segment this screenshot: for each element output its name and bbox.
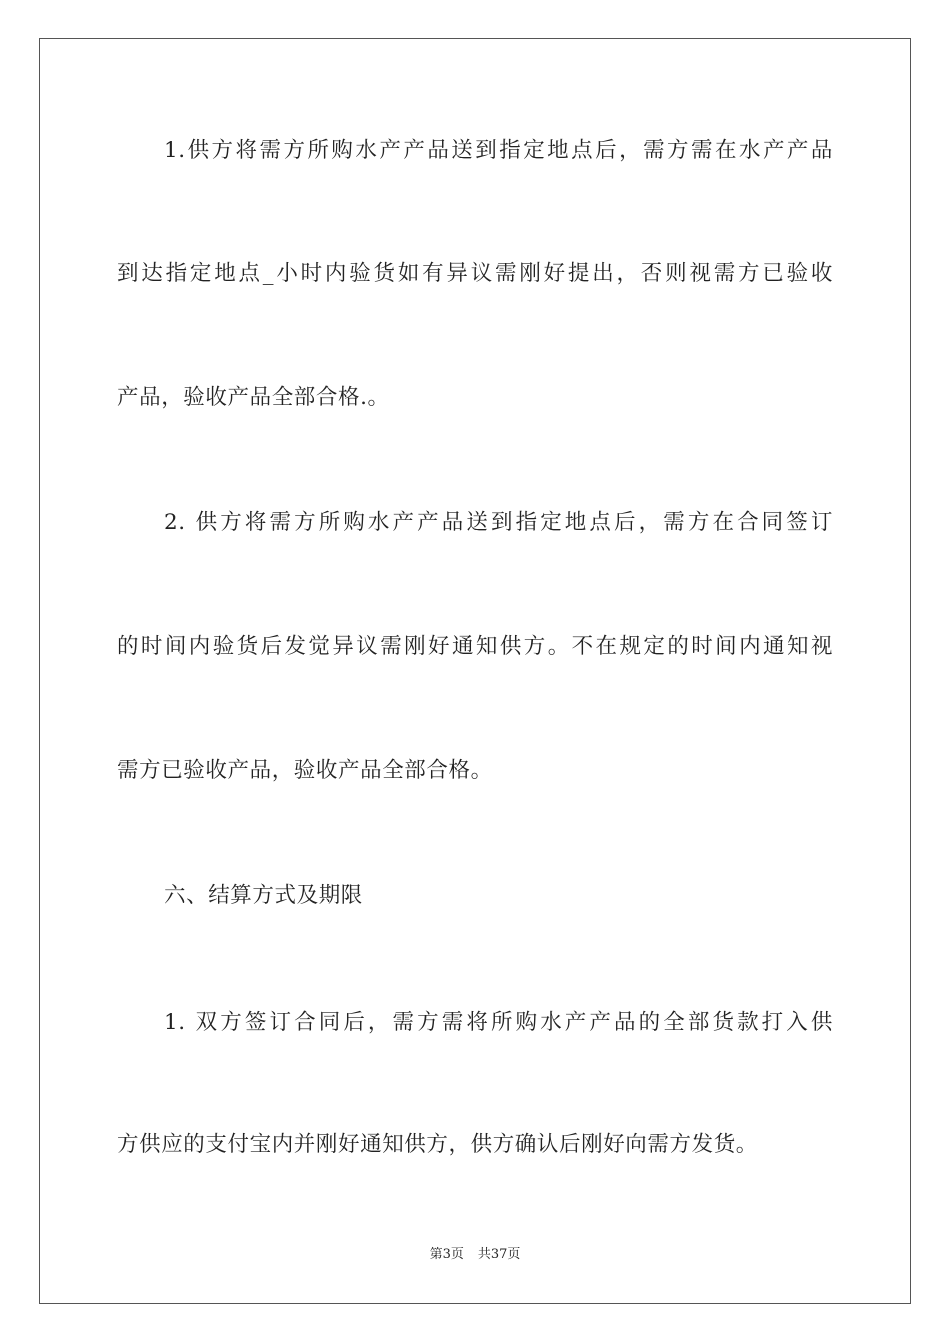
paragraph-4-line-2: 方供应的支付宝内并刚好通知供方，供方确认后刚好向需方发货。 [117, 1132, 758, 1157]
page-border [39, 38, 911, 1304]
paragraph-1-line-2: 到达指定地点_小时内验货如有异议需刚好提出，否则视需方已验收 [117, 261, 833, 286]
paragraph-4-line-1: 1. 双方签订合同后，需方需将所购水产产品的全部货款打入供 [164, 1010, 833, 1035]
paragraph-1-line-3: 产品，验收产品全部合格.。 [117, 385, 390, 410]
page-footer [0, 1246, 950, 1264]
paragraph-2-line-2: 的时间内验货后发觉异议需刚好通知供方。不在规定的时间内通知视 [117, 634, 833, 659]
paragraph-2-line-3: 需方已验收产品，验收产品全部合格。 [117, 758, 493, 783]
total-page-count: 共37页 [477, 1247, 521, 1262]
section-heading: 六、结算方式及期限 [164, 883, 363, 908]
paragraph-2-line-1: 2. 供方将需方所购水产产品送到指定地点后，需方在合同签订 [164, 510, 833, 535]
paragraph-1-line-1: 1.供方将需方所购水产产品送到指定地点后，需方需在水产产品 [164, 138, 833, 163]
current-page-number: 第3页 [429, 1247, 464, 1262]
